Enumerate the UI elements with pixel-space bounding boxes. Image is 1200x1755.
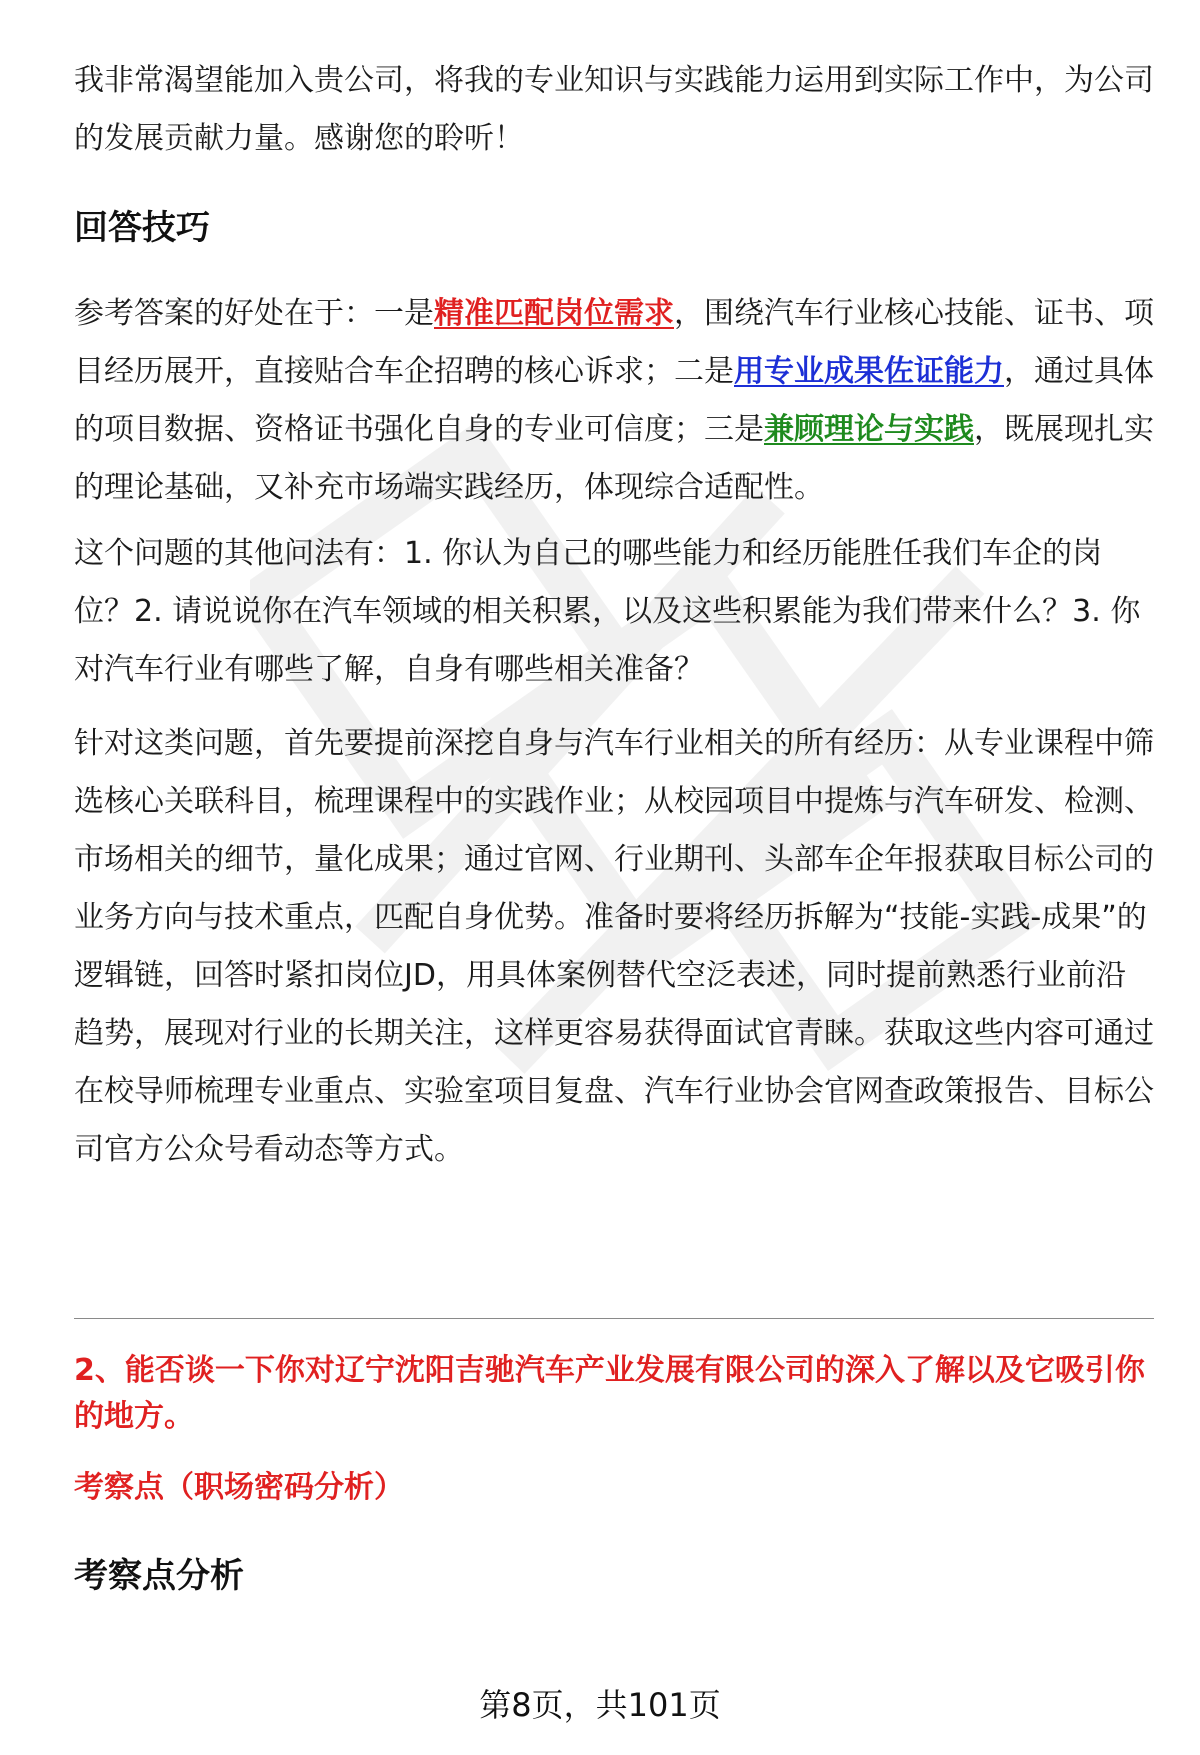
benefits-text-3: ，通过具体的项目数据、资格证书强化自身的专业可信度；三是 bbox=[74, 354, 1154, 447]
intro-paragraph: 我非常渴望能加入贵公司，将我的专业知识与实践能力运用到实际工作中，为公司的发展贡献力量。感谢您的聆听！ bbox=[74, 63, 1154, 156]
question-2-assessment-label: 考察点（职场密码分析） bbox=[74, 1470, 404, 1505]
tips-paragraph-strategy: 针对这类问题，首先要提前深挖自身与汽车行业相关的所有经历：从专业课程中筛选核心关联科目，梳理课程中的实践作业；从校园项目中提炼与汽车研发、检测、市场相关的细节，量化成果；通过官网、行业期刊、头部车企年报获取目标公司的业务方向与技术重点，匹配自身优势。准备时要将经历拆解为“技能-实践-成果”的逻辑链，回答时紧扣岗位JD，用具体案例替代空泛表述，同时提前熟悉行业前沿趋势，展现对行业的长期关注，这样更容易获得面试官青睐。获取这些内容可通过在校导师梳理专业重点、实验室项目复盘、汽车行业协会官网查政策报告、目标公司官方公众号看动态等方式。 bbox=[74, 726, 1154, 1167]
benefits-text-4: ，既展现扎实的理论基础，又补充市场端实践经历，体现综合适配性。 bbox=[74, 412, 1154, 505]
benefits-text-2: ，围绕汽车行业核心技能、证书、项目经历展开，直接贴合车企招聘的核心诉求；二是 bbox=[74, 296, 1154, 389]
tips-paragraph-benefits bbox=[74, 285, 1154, 517]
benefits-text-1: 参考答案的好处在于：一是 bbox=[74, 296, 434, 331]
page-number-footer: 第8页，共101页 bbox=[479, 1686, 721, 1724]
highlight-precise-match: 精准匹配岗位需求 bbox=[434, 296, 674, 331]
highlight-theory-practice: 兼顾理论与实践 bbox=[764, 412, 974, 447]
highlight-professional-results: 用专业成果佐证能力 bbox=[734, 354, 1004, 389]
section-divider bbox=[74, 1318, 1154, 1319]
tips-heading: 回答技巧 bbox=[74, 208, 210, 248]
question-2-title: 2、能否谈一下你对辽宁沈阳吉驰汽车产业发展有限公司的深入了解以及它吸引你的地方。 bbox=[74, 1353, 1145, 1434]
assessment-analysis-heading: 考察点分析 bbox=[74, 1556, 244, 1596]
tips-paragraph-alternatives: 这个问题的其他问法有：1. 你认为自己的哪些能力和经历能胜任我们车企的岗位？2. 请说说你在汽车领域的相关积累，以及这些积累能为我们带来什么？3. 你对汽车行业有哪些了解，自身有哪些相关准备？ bbox=[74, 536, 1141, 687]
